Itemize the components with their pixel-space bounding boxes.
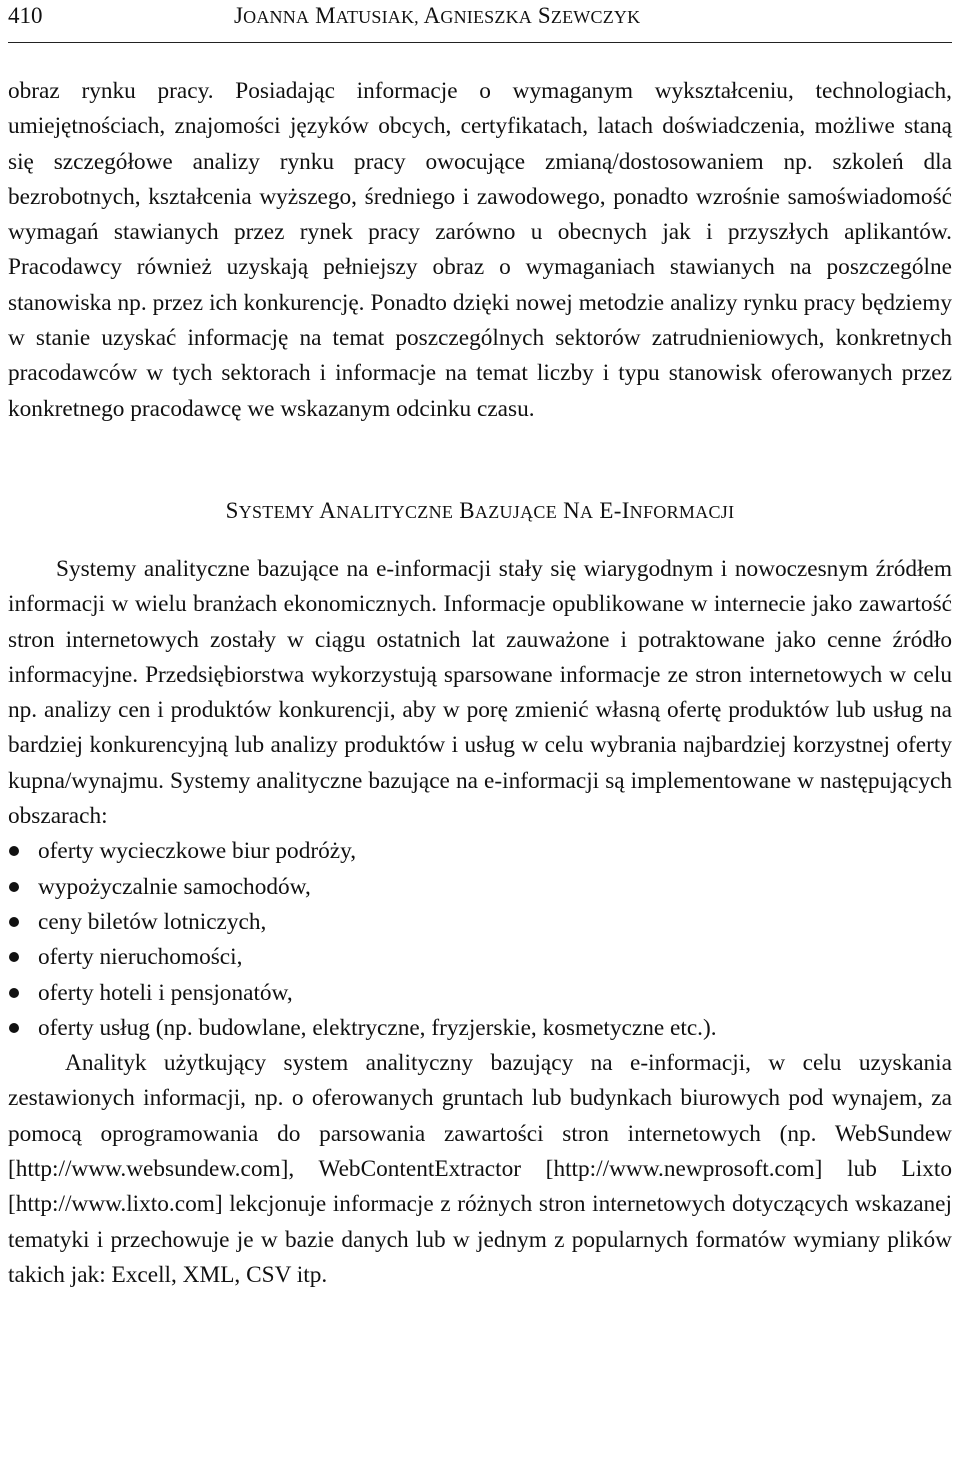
list-item xyxy=(8,1011,952,1046)
list-item-text: oferty wycieczkowe biur podróży, xyxy=(38,838,357,865)
bullet-icon xyxy=(9,952,19,962)
paragraph-2: Systemy analityczne bazujące na e-informacji stały się wiarygodnym i nowoczesnym źródłem informacji w wielu branżach ekonomicznych. Informacje opublikowane w internecie jako zawartość stron internetowych zostały w ciągu ostatnich lat zauważone i potraktowane jako cenne źródło informacyjne. Przedsiębiorstwa wykorzystują sparsowane informacje ze stron internetowych w celu np. analizy cen i produktów konkurencji, aby w porę zmienić własną ofertę produktów lub usług na bardziej konkurencyjną lub analizy produktów i usług w celu wybrania najbardziej korzystnej oferty kupna/wynajmu. Systemy analityczne bazujące na e-informacji są implementowane w następujących obszarach: xyxy=(8,555,952,830)
bullet-list xyxy=(8,834,952,1046)
page-number: 410 xyxy=(8,3,43,28)
bullet-icon xyxy=(9,882,19,892)
list-item xyxy=(8,940,952,975)
bullet-icon xyxy=(9,988,19,998)
list-item xyxy=(8,976,952,1011)
running-header xyxy=(8,0,952,43)
list-item-text: oferty usług (np. budowlane, elektryczne, fryzjerskie, kosmetyczne etc.). xyxy=(38,1014,717,1041)
list-item-text: oferty nieruchomości, xyxy=(38,944,243,971)
list-item xyxy=(8,905,952,940)
list-item xyxy=(8,870,952,905)
paragraph-1: obraz rynku pracy. Posiadając informacje o wymaganym wykształceniu, technologiach, umiejętnościach, znajomości języków obcych, certyfikatach, latach doświadczenia, możliwe staną się szczegółowe analizy rynku pracy owocujące zmianą/dostosowaniem np. szkoleń dla bezrobotnych, kształcenia wyższego, średniego i zawodowego, ponadto wzrośnie samoświadomość wymagań stawianych przez rynek pracy zarówno u obecnych jak i przyszłych aplikantów. Pracodawcy również uzyskają pełniejszy obraz o wymaganiach stawianych na poszczególne stanowiska np. przez ich konkurencję. Ponadto dzięki nowej metodzie analizy rynku pracy będziemy w stanie uzyskać informację na temat poszczególnych sektorów zatrudnieniowych, konkretnych pracodawców w tych sektorach i informacje na temat liczby i typu stanowisk oferowanych przez konkretnego pracodawcę we wskazanym odcinku czasu. xyxy=(8,78,952,422)
bullet-icon xyxy=(9,846,19,856)
bullet-icon xyxy=(9,1023,19,1033)
paragraph-3: Analityk użytkujący system analityczny bazujący na e-informacji, w celu uzyskania zestawionych informacji, np. o oferowanych gruntach lub budynkach biurowych pod wynajem, za pomocą oprogramowania do parsowania zawartości stron internetowych (np. WebSundew [http://www.websundew.com], WebContentExtractor [http://www.newprosoft.com] lub Lixto [http://www.lixto.com] lekcjonuje informacje z różnych stron internetowych dotyczących wskazanej tematyki i przechowuje je w bazie danych lub w jednym z popularnych formatów wymiany plików takich jak: Excell, XML, CSV itp. xyxy=(8,1050,952,1288)
list-item-text: oferty hoteli i pensjonatów, xyxy=(38,979,293,1006)
header-authors: JOANNA MATUSIAK, AGNIESZKA SZEWCZYK xyxy=(234,3,641,28)
list-item-text: wypożyczalnie samochodów, xyxy=(38,873,311,900)
bullet-icon xyxy=(9,917,19,927)
list-item-text: ceny biletów lotniczych, xyxy=(38,908,267,935)
page xyxy=(8,0,952,1293)
list-item xyxy=(8,834,952,869)
section-heading: SYSTEMY ANALITYCZNE BAZUJĄCE NA E-INFORMACJI xyxy=(225,497,735,523)
